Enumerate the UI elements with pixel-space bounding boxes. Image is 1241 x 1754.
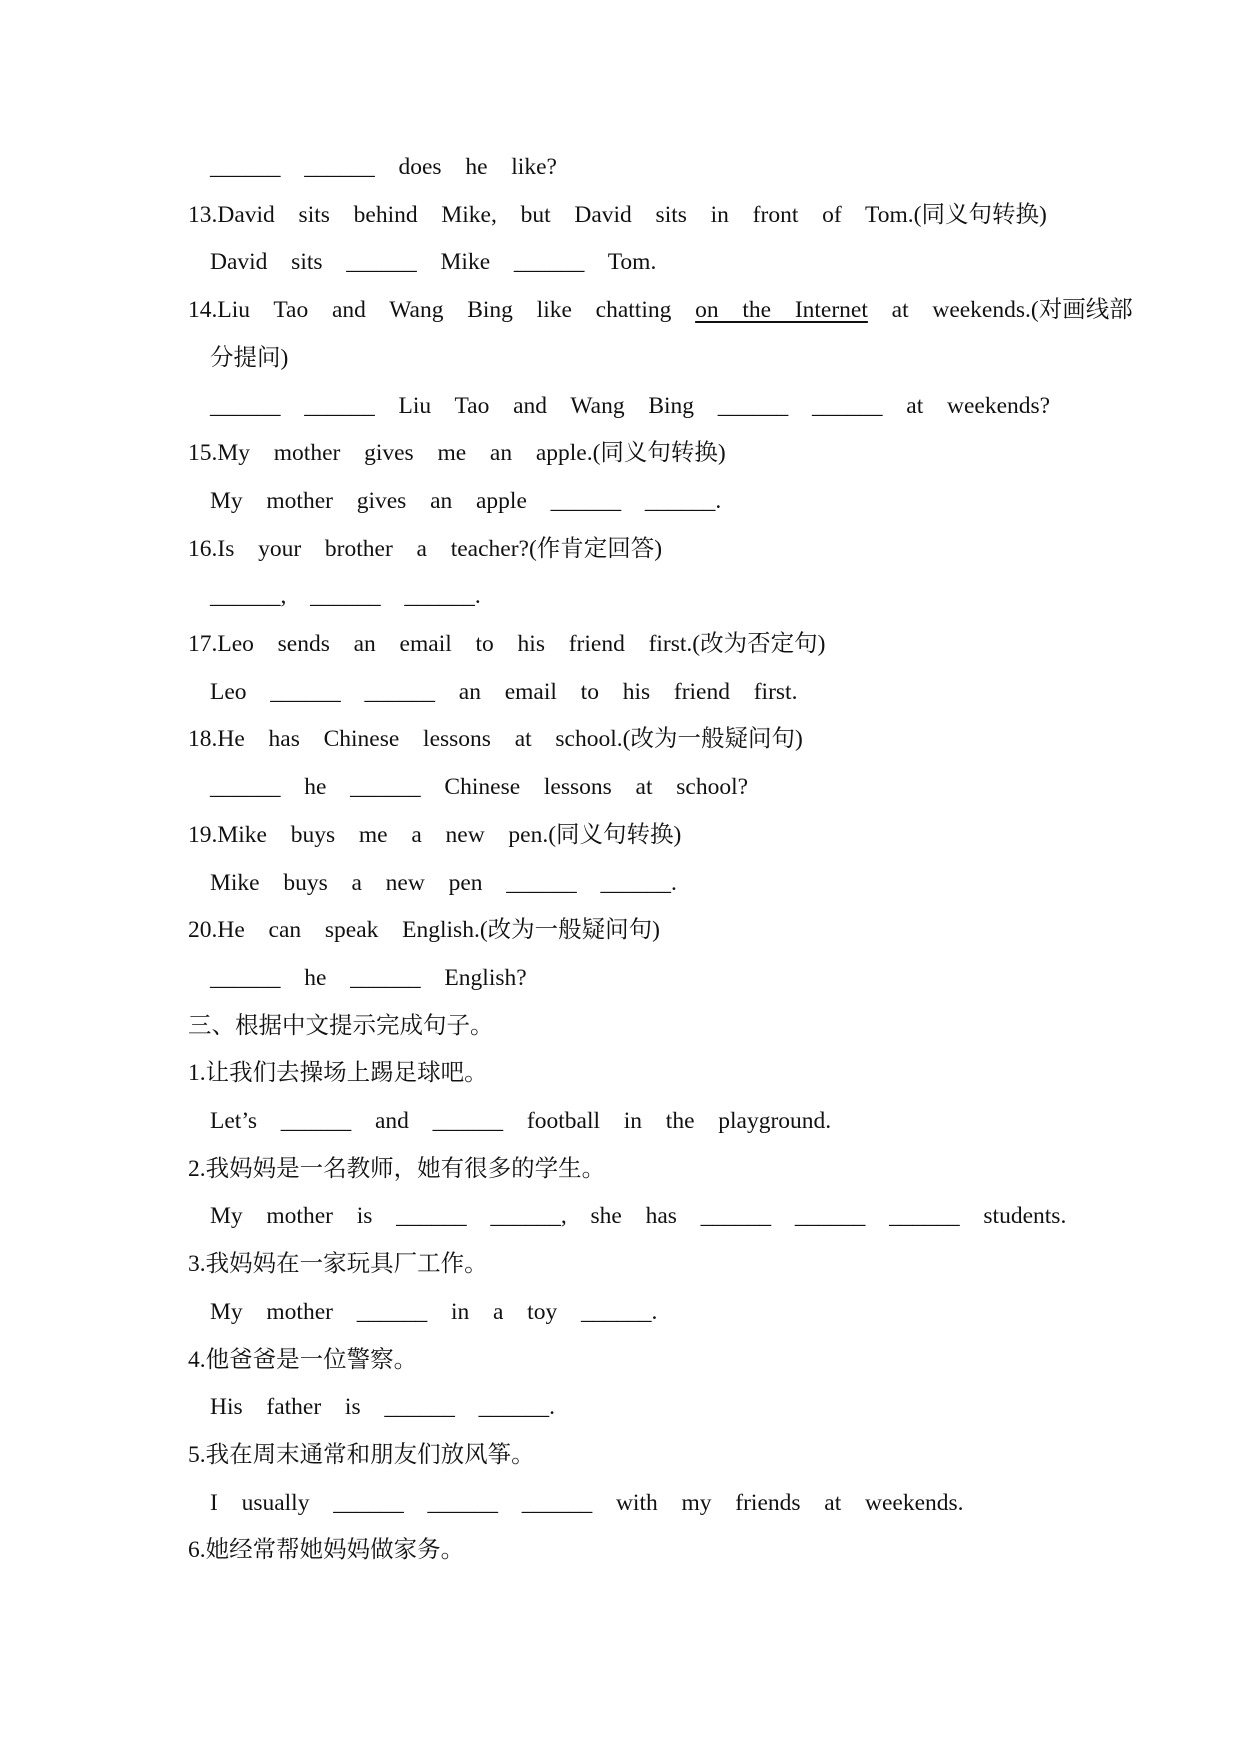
question-line <box>188 535 662 563</box>
line-text: His father is ______ ______. <box>210 1394 555 1421</box>
answer-line <box>210 153 557 181</box>
line-text: ______ he ______ English? <box>210 964 527 991</box>
question-line <box>188 1536 464 1564</box>
question-line <box>188 725 803 753</box>
question-line <box>188 439 726 467</box>
question-line <box>188 1012 494 1040</box>
question-line <box>188 821 681 849</box>
answer-line <box>210 487 721 515</box>
line-text: 4.他爸爸是一位警察。 <box>188 1346 418 1373</box>
line-text: 6.她经常帮她妈妈做家务。 <box>188 1537 465 1564</box>
answer-line <box>210 1202 1066 1230</box>
answer-line <box>210 678 797 706</box>
underlined-phrase: on the Internet <box>695 297 868 324</box>
line-text: at weekends.(对画线部 <box>867 297 1133 324</box>
answer-line <box>210 582 481 610</box>
line-text: My mother gives an apple ______ ______. <box>210 487 722 514</box>
line-text: ______, ______ ______. <box>210 583 481 610</box>
answer-line <box>210 1393 555 1421</box>
line-text: ______ ______ Liu Tao and Wang Bing ______ ______ at weekends? <box>210 392 1051 419</box>
line-text: I usually ______ ______ ______ with my friends at weekends. <box>210 1489 964 1516</box>
answer-line <box>210 773 748 801</box>
line-text: ______ he ______ Chinese lessons at school? <box>210 774 749 801</box>
line-text: 1.让我们去操场上踢足球吧。 <box>188 1060 488 1087</box>
line-text: Let’s ______ and ______ football in the playground. <box>210 1108 832 1134</box>
answer-line <box>210 869 677 897</box>
answer-line <box>210 1107 831 1135</box>
line-text: 14.Liu Tao and Wang Bing like chatting <box>188 297 696 324</box>
answer-line <box>210 1489 964 1517</box>
question-line <box>188 1155 605 1183</box>
question-line <box>188 1059 488 1087</box>
question-line <box>188 201 1047 229</box>
line-text: 5.我在周末通常和朋友们放风筝。 <box>188 1441 535 1468</box>
line-text: 19.Mike buys me a new pen.(同义句转换) <box>188 821 682 848</box>
line-text: 2.我妈妈是一名教师，她有很多的学生。 <box>188 1155 606 1182</box>
line-text: 20.He can speak English.(改为一般疑问句) <box>188 917 660 944</box>
line-text: Mike buys a new pen ______ ______. <box>210 869 677 896</box>
line-text: 13.David sits behind Mike, but David sits in front of Tom.(同义句转换) <box>188 201 1047 228</box>
question-line <box>188 296 1133 324</box>
line-text: 分提问) <box>210 344 289 371</box>
question-line <box>188 630 825 658</box>
question-line <box>188 1250 488 1278</box>
answer-line <box>210 964 527 992</box>
line-text: David sits ______ Mike ______ Tom. <box>210 249 657 276</box>
line-text: 3.我妈妈在一家玩具厂工作。 <box>188 1251 488 1278</box>
line-text: My mother ______ in a toy ______. <box>210 1298 658 1325</box>
answer-line <box>210 344 288 372</box>
line-text: 18.He has Chinese lessons at school.(改为一般疑问句) <box>188 726 803 753</box>
question-line <box>188 1441 535 1469</box>
line-text: 三、根据中文提示完成句子。 <box>188 1012 494 1039</box>
line-text: 16.Is your brother a teacher?(作肯定回答) <box>188 535 663 562</box>
line-text: My mother is ______ ______, she has ______ ______ ______ students. <box>210 1203 1067 1230</box>
line-text: 15.My mother gives me an apple.(同义句转换) <box>188 440 726 467</box>
line-text: ______ ______ does he like? <box>210 154 557 180</box>
line-text: 17.Leo sends an email to his friend first.(改为否定句) <box>188 631 826 657</box>
answer-line <box>210 1298 657 1326</box>
question-line <box>188 1346 417 1374</box>
answer-line <box>210 248 656 276</box>
answer-line <box>210 392 1050 420</box>
line-text: Leo ______ ______ an email to his friend first. <box>210 678 798 705</box>
question-line <box>188 916 660 944</box>
